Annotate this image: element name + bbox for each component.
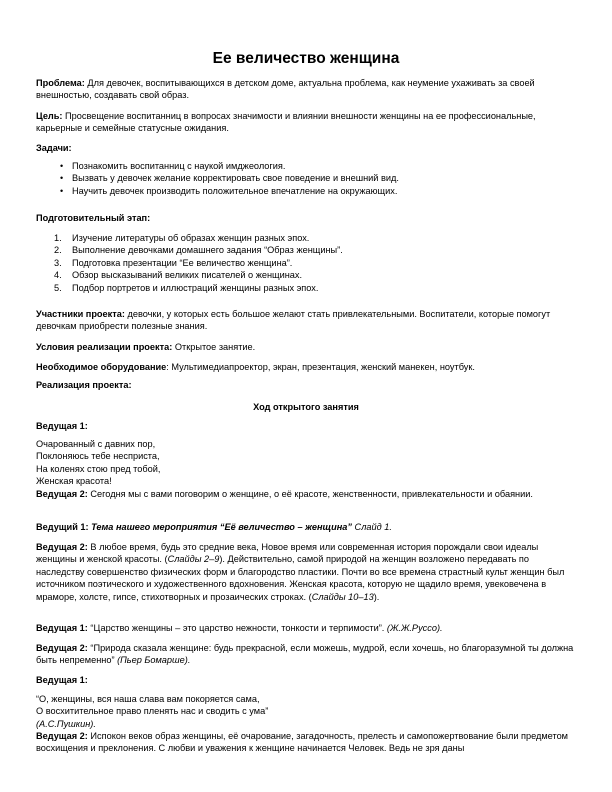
goal-text: Просвещение воспитанниц в вопросах значимости и влиянии внешности женщины на ее профессиональные, карьерные и семейные статусные ожидания.	[36, 111, 536, 134]
goal-label: Цель:	[36, 111, 63, 121]
equipment-paragraph: Необходимое оборудование: Мультимедиапроектор, экран, презентация, женский манекен, ноутбук.	[36, 362, 475, 372]
host1-quote-paragraph: Ведущая 1: “Царство женщины – это царство нежности, тонкости и терпимости”. (Ж.Ж.Руссо).	[36, 623, 443, 633]
equipment-label: Необходимое оборудование	[36, 362, 167, 372]
host1-label: Ведущая 1:	[36, 421, 88, 431]
host2-paragraph-2: Ведущая 2: В любое время, будь это средние века, Новое время или современная история порождали свои идеалы женщины и женской красоты. (Слайды 2–9). Действительно, самой природой на женщин возложено передавать по наследству совершенство физических форм и благородство пластики. Почти во все времена страстный культ женщин был источником поэтического и художественного вдохновения. Женская красота, которую не щадило время, увековечена в мраморе, холсте, гипсе, стихотворных и прозаических строках. (Слайды 10–13).	[36, 542, 565, 602]
list-item: 3. Подготовка презентации “Ее величество женщина”.	[54, 257, 293, 268]
realization-heading: Реализация проекта:	[36, 380, 132, 390]
poem-2	[36, 693, 576, 730]
list-item: 5. Подбор портретов и иллюстраций женщины разных эпох.	[54, 282, 319, 293]
problem-label: Проблема:	[36, 78, 85, 88]
goal-paragraph	[36, 110, 576, 135]
lesson-heading: Ход открытого занятия	[253, 402, 359, 412]
list-item: • Познакомить воспитанниц с наукой имджеология.	[36, 160, 576, 172]
poem-line: На коленях стою пред тобой,	[36, 463, 161, 474]
host1-label-2: Ведущая 1:	[36, 675, 88, 685]
host1-theme-paragraph: Ведущий 1: Тема нашего мероприятия “Её величество – женщина” Слайд 1.	[36, 522, 392, 532]
list-item: • Вызвать у девочек желание корректировать свое поведение и внешний вид.	[36, 172, 576, 184]
prep-heading: Подготовительный этап:	[36, 213, 151, 223]
host2-quote-paragraph: Ведущая 2: “Природа сказала женщине: будь прекрасной, если можешь, мудрой, если хочешь, но благоразумной ты должна быть непременно” (Пьер Бомарше).	[36, 643, 574, 666]
host2-paragraph-3: Ведущая 2: Испокон веков образ женщины, её очарование, загадочность, прелесть и самопожертвование были предметом восхищения и преклонения. С любви и уважения к женщине начинается Человек. Ведь не зря даны	[36, 731, 569, 754]
problem-paragraph	[36, 77, 576, 102]
poem-line: “О, женщины, вся наша слава вам покоряется сама,	[36, 694, 260, 704]
list-item: 2. Выполнение девочками домашнего задания “Образ женщины”.	[54, 245, 343, 256]
poem-1	[36, 438, 576, 488]
list-item: 4. Обзор высказываний великих писателей о женщинах.	[54, 270, 303, 281]
participants-paragraph: Участники проекта: девочки, у которых есть большое желают стать привлекательными. Воспитатели, которые помогут девочкам приобрести полезные знания.	[36, 309, 551, 332]
poem-author: (А.С.Пушкин).	[36, 718, 96, 729]
poem-line: Очарованный с давних пор,	[36, 439, 156, 449]
prep-list	[36, 232, 576, 294]
tasks-heading: Задачи:	[36, 143, 72, 153]
problem-text: Для девочек, воспитывающихся в детском доме, актуальна проблема, как неумение ухаживать за своей внешностью, создавать свой образ.	[36, 78, 535, 101]
poem-line: Женская красота!	[36, 476, 112, 487]
tasks-list	[36, 160, 576, 197]
list-item: • Научить девочек производить положительное впечатление на окружающих.	[36, 185, 576, 197]
poem-line: Поклоняюсь тебе несприста,	[36, 451, 160, 462]
document-title: Ее величество женщина	[212, 50, 400, 67]
conditions-paragraph: Условия реализации проекта: Открытое занятие.	[36, 342, 256, 352]
poem-line: О восхитительное право пленять нас и сводить с ума”	[36, 706, 269, 717]
host2-paragraph-1: Ведущая 2: Сегодня мы с вами поговорим о женщине, о её красоте, женственности, привлекательности и обаянии.	[36, 489, 533, 499]
conditions-label: Условия реализации проекта:	[36, 342, 173, 352]
list-item: 1. Изучение литературы об образах женщин разных эпох.	[54, 233, 310, 243]
participants-label: Участники проекта:	[36, 309, 125, 319]
